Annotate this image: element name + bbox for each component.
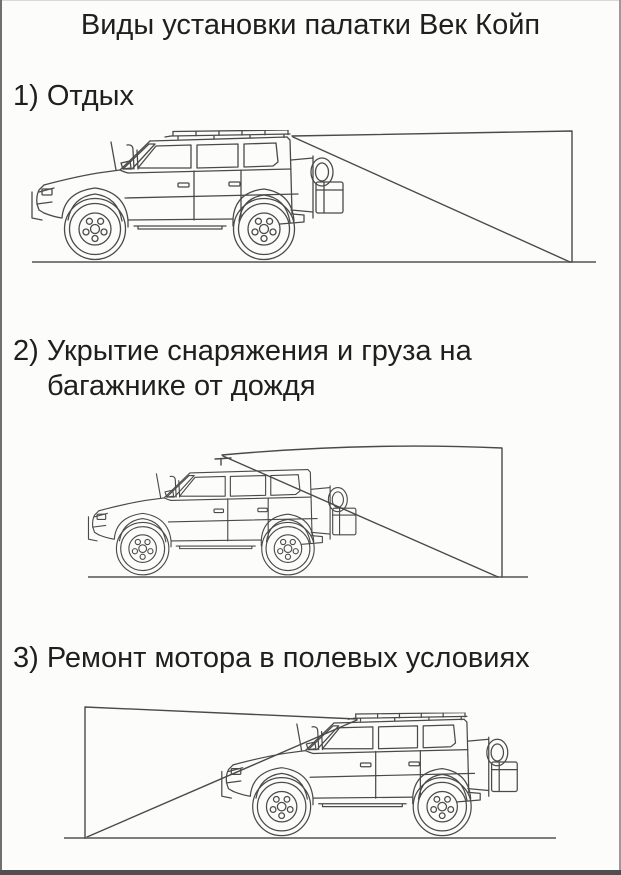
section-3-heading [13, 641, 530, 676]
section-1-heading-line: 1) Отдых [13, 80, 134, 112]
section-3-heading-line: 3) Ремонт мотора в полевых условиях [13, 642, 530, 674]
suv-drawing [222, 719, 517, 835]
section-2-heading-line: 2) Укрытие снаряжения и груза на [13, 335, 472, 367]
awning-rear-extension [292, 131, 572, 262]
section-2-heading-line: багажнике от дождя [47, 370, 316, 402]
scan-bottom-bar [0, 870, 621, 875]
figure-3-engine-repair-setup [0, 690, 621, 850]
figure-2-roof-cover-setup [0, 415, 621, 585]
page-title: Виды установки палатки Век Койп [80, 9, 541, 41]
scan-border-top [0, 0, 621, 1]
section-2-heading [13, 334, 472, 404]
section-1-heading [13, 79, 134, 114]
suv-drawing [88, 470, 355, 575]
awning-front-extension [85, 707, 357, 838]
suv-drawing [32, 137, 343, 260]
figure-1-rest-setup [0, 110, 621, 270]
